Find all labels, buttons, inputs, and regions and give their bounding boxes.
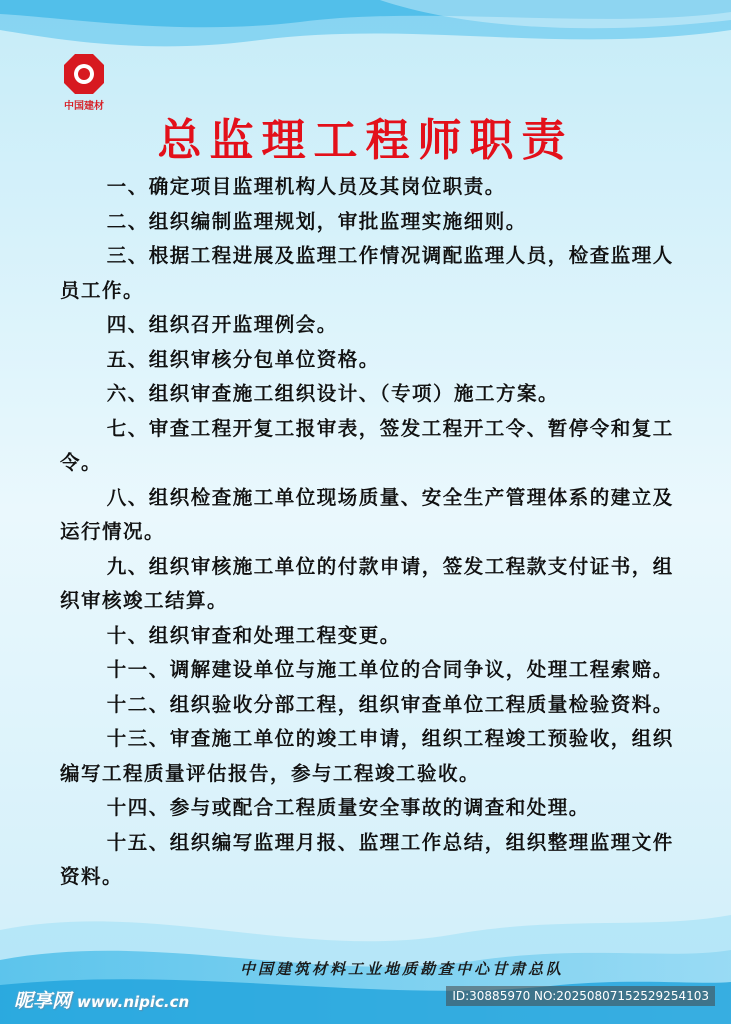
watermark-site-name: 昵享网 <box>14 990 72 1012</box>
watermark-id: ID:30885970 NO:20250807152529254103 <box>446 986 715 1006</box>
duty-item: 一、确定项目监理机构人员及其岗位职责。 <box>106 175 506 198</box>
duty-item: 十一、调解建设单位与施工单位的合同争议，处理工程索赔。 <box>106 658 674 681</box>
duty-item: 七、审查工程开复工报审表，签发工程开工令、暂停令和复工令。 <box>60 416 674 474</box>
duty-item: 六、组织审查施工组织设计、（专项）施工方案。 <box>106 382 560 405</box>
duty-item: 三、根据工程进展及监理工作情况调配监理人员，检查监理人员工作。 <box>60 244 674 302</box>
logo-text: 中国建材 <box>64 101 104 112</box>
duty-item: 五、组织审核分包单位资格。 <box>106 347 380 371</box>
watermark-site <box>14 986 189 1013</box>
footer-organization: 中国建筑材料工业地质勘查中心甘肃总队 <box>240 960 565 978</box>
page-title: 总监理工程师职责 <box>157 115 574 166</box>
duties-list <box>60 170 690 895</box>
watermark-site-url: www.nipic.cn <box>77 993 190 1011</box>
duty-item: 十三、审查施工单位的竣工申请，组织工程竣工预验收，组织编写工程质量评估报告，参与工程竣工验收。 <box>60 727 674 785</box>
duty-item: 十五、组织编写监理月报、监理工作总结，组织整理监理文件资料。 <box>60 830 674 888</box>
duty-item: 八、组织检查施工单位现场质量、安全生产管理体系的建立及运行情况。 <box>60 485 674 543</box>
duty-item: 四、组织召开监理例会。 <box>106 313 338 336</box>
octagon-ring-logo-icon <box>62 52 106 96</box>
duty-item: 十、组织审查和处理工程变更。 <box>106 623 401 647</box>
duty-item: 十四、参与或配合工程质量安全事故的调查和处理。 <box>106 796 590 819</box>
duty-item: 十二、组织验收分部工程，组织审查单位工程质量检验资料。 <box>106 692 674 716</box>
duty-item: 二、组织编制监理规划，审批监理实施细则。 <box>106 209 527 233</box>
company-logo <box>58 52 110 112</box>
duty-item: 九、组织审核施工单位的付款申请，签发工程款支付证书，组织审核竣工结算。 <box>60 554 674 612</box>
